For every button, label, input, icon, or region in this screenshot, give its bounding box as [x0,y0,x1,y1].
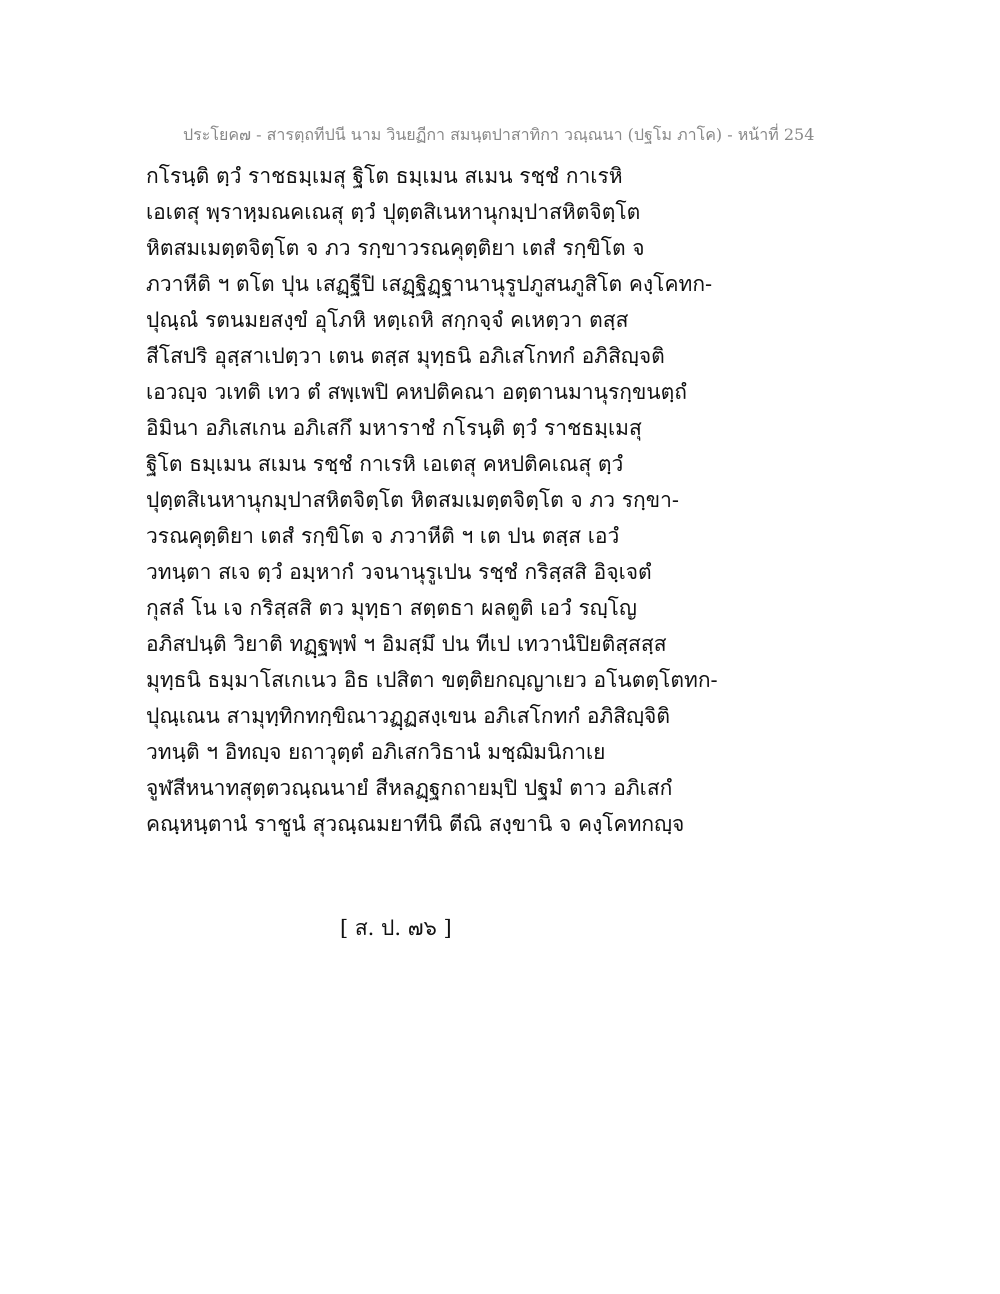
text-line: กุสลํ โน เจ กริสฺสสิ ตว มุทฺธา สตฺตธา ผลตูติ เอวํ รญฺโญ [146,596,637,620]
text-line: วทนฺติ ฯ อิทญฺจ ยถาวุตฺตํ อภิเสกวิธานํ มชฺฌิมนิกาเย [146,740,606,764]
text-line: จูฬสีหนาทสุตฺตวณฺณนายํ สีหลฏฺฐกถายมฺปิ ปฐมํ ตาว อภิเสกํ [146,776,673,800]
text-line: วรณคุตฺติยา เตสํ รกฺขิโต จ ภวาหีติ ฯ เต ปน ตสฺส เอวํ [146,524,620,548]
text-line: ปุณฺเณน สามุทฺทิกทกฺขิณาวฏฺฏสงฺเขน อภิเสโกทกํ อภิสิญฺจิติ [146,704,670,728]
page-header: ประโยค๗ - สารตฺถทีปนี นาม วินยฏีกา สมนฺตปาสาทิกา วณฺณนา (ปฐโม ภาโค) - หน้าที่ 254 [183,125,815,144]
text-line: อภิสปนฺติ วิยาติ ทฏฺฐพฺพํ ฯ อิมสฺมึ ปน ทีเป เทวานํปิยติสฺสสฺส [146,632,667,656]
text-line: มุทฺธนิ ธมฺมาโสเกเนว อิธ เปสิตา ขตฺติยกญฺญาเยว อโนตตฺโตทก- [146,668,718,692]
text-line: ฐิโต ธมฺเมน สเมน รชฺชํ กาเรหิ เอเตสุ คหปติคเณสุ ตฺวํ [146,452,624,476]
text-line: สีโสปริ อุสฺสาเปตฺวา เตน ตสฺส มุทฺธนิ อภิเสโกทกํ อภิสิญฺจติ [146,344,665,368]
body-text [146,158,718,842]
text-line: กโรนฺติ ตฺวํ ราชธมฺเมสุ ฐิโต ธมฺเมน สเมน รชฺชํ กาเรหิ [146,164,623,188]
text-line: อิมินา อภิเสเกน อภิเสกึ มหาราชํ กโรนฺติ ตฺวํ ราชธมฺเมสุ [146,416,642,440]
text-line: เอเตสุ พฺราหฺมณคเณสุ ตฺวํ ปุตฺตสิเนหานุกมฺปาสหิตจิตฺโต [146,200,641,224]
page-reference: [ ส. ป. ๗๖ ] [340,916,452,940]
text-line: เอวญฺจ วเทติ เทว ตํ สพฺเพปิ คหปติคณา อตฺตานมานุรกฺขนตฺถํ [146,380,688,404]
text-line: วทนฺตา สเจ ตฺวํ อมฺหากํ วจนานุรูเปน รชฺชํ กริสฺสสิ อิจฺเจตํ [146,560,652,584]
text-line: คณฺหนฺตานํ ราชูนํ สุวณฺณมยาทีนิ ตีณิ สงฺขานิ จ คงฺโคทกญฺจ [146,812,685,836]
text-line: หิตสมเมตฺตจิตฺโต จ ภว รกฺขาวรณคุตฺติยา เตสํ รกฺขิโต จ [146,236,645,260]
text-line: ปุตฺตสิเนหานุกมฺปาสหิตจิตฺโต หิตสมเมตฺตจิตฺโต จ ภว รกฺขา- [146,488,679,512]
text-line: ปุณฺณํ รตนมยสงฺขํ อุโภหิ หตฺเถหิ สกฺกจฺจํ คเหตฺวา ตสฺส [146,308,629,332]
text-line: ภวาหีติ ฯ ตโต ปุน เสฏฺฐีปิ เสฏฺฐิฏฺฐานานุรูปภูสนภูสิโต คงฺโคทก- [146,272,713,296]
